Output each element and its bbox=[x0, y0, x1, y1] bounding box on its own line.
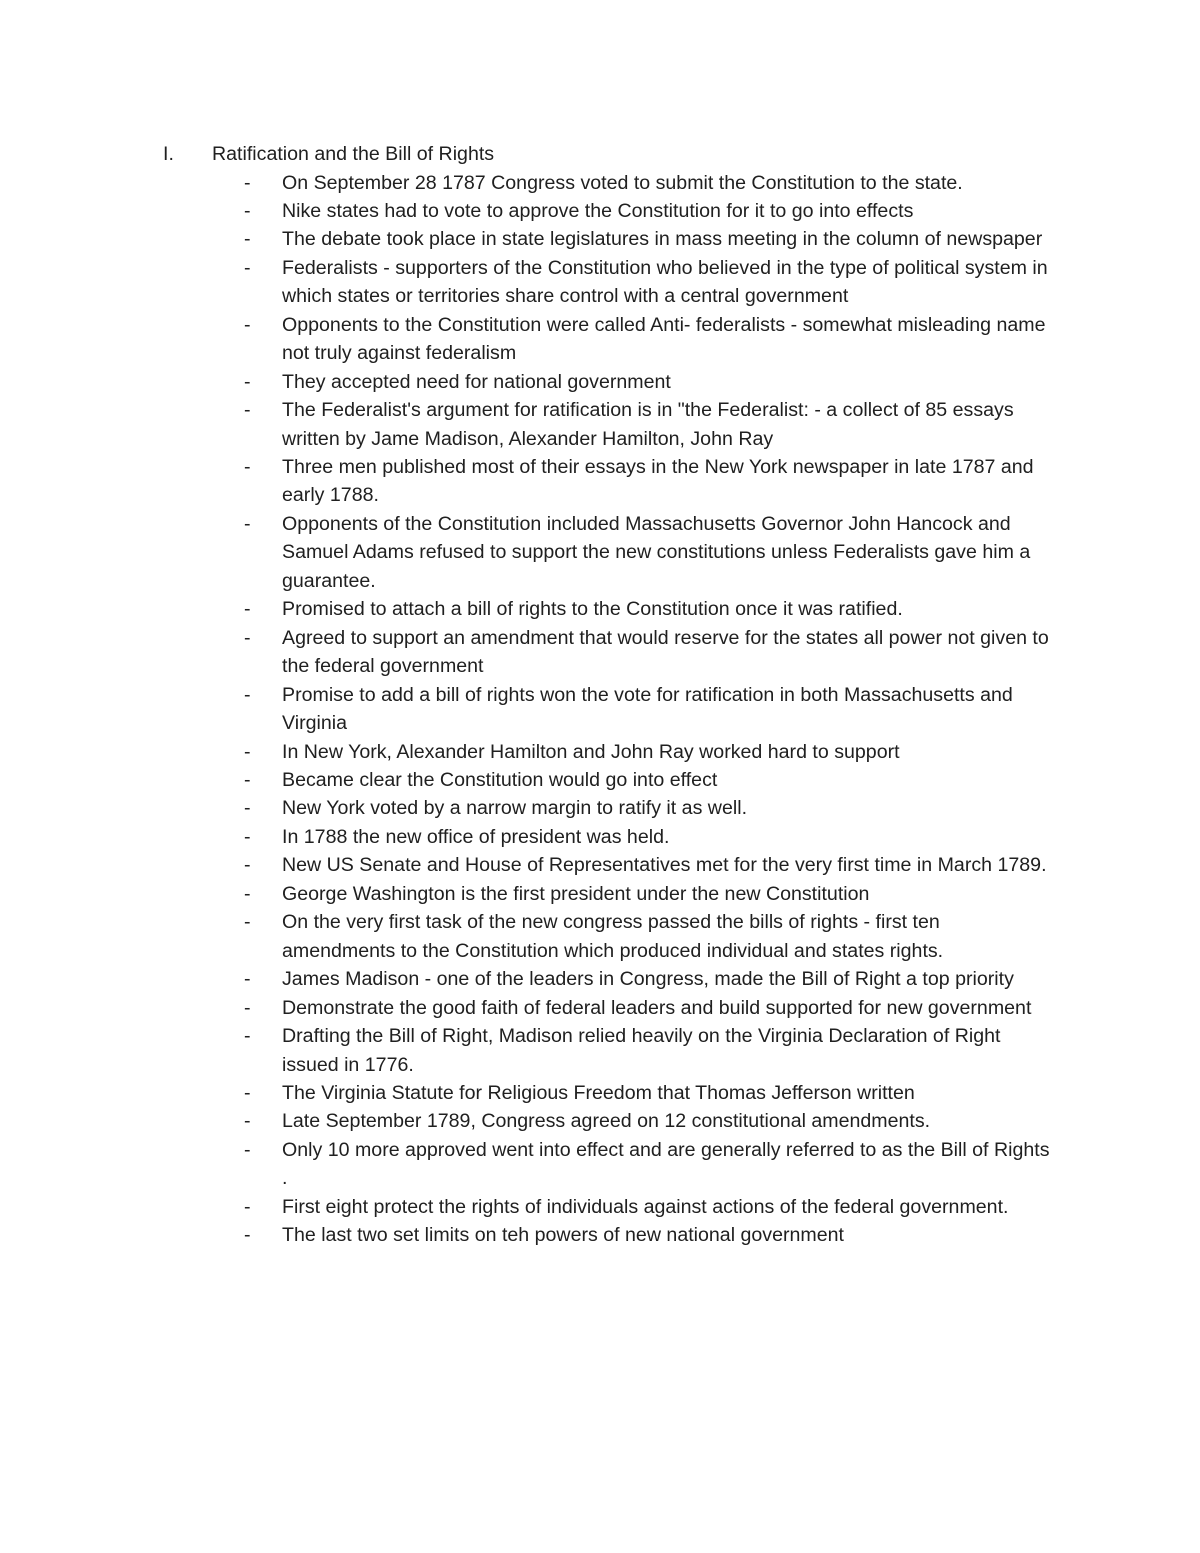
bullet-dash: - bbox=[244, 399, 251, 422]
bullet-dash: - bbox=[244, 854, 251, 877]
bullet-text: Only 10 more approved went into effect and are generally referred to as the Bill of Rights . bbox=[282, 1138, 1050, 1190]
section-number: I. bbox=[163, 143, 174, 165]
bullet-dash: - bbox=[244, 456, 251, 479]
bullet-item bbox=[244, 766, 1054, 794]
bullet-item bbox=[244, 311, 1054, 368]
bullet-text: In 1788 the new office of president was held. bbox=[282, 825, 670, 848]
bullet-item bbox=[244, 1193, 1054, 1221]
bullet-item bbox=[244, 794, 1054, 822]
bullet-text: Became clear the Constitution would go into effect bbox=[282, 769, 718, 792]
bullet-dash: - bbox=[244, 1082, 251, 1104]
bullet-item bbox=[244, 1022, 1054, 1079]
bullet-text: The Virginia Statute for Religious Freedom that Thomas Jefferson written bbox=[282, 1082, 915, 1104]
bullet-item bbox=[244, 1221, 1054, 1249]
bullet-text: The last two set limits on teh powers of new national government bbox=[282, 1224, 844, 1247]
bullet-text: On September 28 1787 Congress voted to submit the Constitution to the state. bbox=[282, 171, 963, 194]
bullet-text: Three men published most of their essays in the New York newspaper in late 1787 and early 1788. bbox=[282, 456, 1034, 507]
bullet-item bbox=[244, 453, 1054, 510]
bullet-list bbox=[244, 169, 1054, 1250]
bullet-item bbox=[244, 624, 1054, 681]
bullet-dash: - bbox=[244, 882, 251, 905]
section-title: Ratification and the Bill of Rights bbox=[212, 143, 495, 165]
bullet-item bbox=[244, 681, 1054, 738]
bullet-text: Agreed to support an amendment that would reserve for the states all power not given to the federal government bbox=[282, 626, 1049, 678]
bullet-item bbox=[244, 197, 1054, 225]
bullet-text: Opponents of the Constitution included Massachusetts Governor John Hancock and Samuel Adams refused to support the new constitutions unless Federalists gave him a guarantee. bbox=[282, 512, 1031, 592]
bullet-text: Late September 1789, Congress agreed on 12 constitutional amendments. bbox=[282, 1110, 931, 1133]
bullet-text: Promised to attach a bill of rights to the Constitution once it was ratified. bbox=[282, 598, 903, 621]
bullet-dash: - bbox=[244, 598, 251, 621]
bullet-dash: - bbox=[244, 1195, 251, 1218]
bullet-item bbox=[244, 368, 1054, 396]
bullet-item bbox=[244, 225, 1054, 253]
bullet-text: The debate took place in state legislatures in mass meeting in the column of newspaper bbox=[282, 228, 1043, 251]
bullet-dash: - bbox=[244, 740, 251, 763]
bullet-item bbox=[244, 965, 1054, 993]
bullet-dash: - bbox=[244, 996, 251, 1019]
bullet-item bbox=[244, 1136, 1054, 1193]
bullet-item bbox=[244, 908, 1054, 965]
bullet-dash: - bbox=[244, 1224, 251, 1247]
bullet-dash: - bbox=[244, 683, 251, 706]
bullet-text: In New York, Alexander Hamilton and John Ray worked hard to support bbox=[282, 740, 900, 763]
bullet-text: Demonstrate the good faith of federal leaders and build supported for new government bbox=[282, 996, 1032, 1019]
bullet-dash: - bbox=[244, 626, 251, 649]
bullet-item bbox=[244, 254, 1054, 311]
bullet-dash: - bbox=[244, 1138, 251, 1161]
bullet-dash: - bbox=[244, 797, 251, 820]
bullet-item bbox=[244, 1107, 1054, 1135]
bullet-dash: - bbox=[244, 370, 251, 393]
bullet-text: They accepted need for national government bbox=[282, 370, 671, 393]
bullet-dash: - bbox=[244, 171, 251, 194]
bullet-text: George Washington is the first president under the new Constitution bbox=[282, 882, 870, 905]
bullet-text: Opponents to the Constitution were called Anti- federalists - somewhat misleading name not truly against federalism bbox=[282, 313, 1046, 365]
bullet-dash: - bbox=[244, 199, 251, 222]
bullet-dash: - bbox=[244, 256, 251, 279]
bullet-item bbox=[244, 169, 1054, 197]
bullet-dash: - bbox=[244, 313, 251, 336]
bullet-text: Federalists - supporters of the Constitution who believed in the type of political system in which states or territories share control with a central government bbox=[282, 256, 1048, 308]
bullet-text: Nike states had to vote to approve the Constitution for it to go into effects bbox=[282, 199, 914, 222]
bullet-item bbox=[244, 396, 1054, 453]
bullet-item bbox=[244, 595, 1054, 623]
bullet-item bbox=[244, 738, 1054, 766]
bullet-text: New York voted by a narrow margin to ratify it as well. bbox=[282, 797, 748, 820]
bullet-dash: - bbox=[244, 968, 251, 991]
bullet-item bbox=[244, 823, 1054, 851]
bullet-item bbox=[244, 1079, 1054, 1107]
bullet-dash: - bbox=[244, 512, 251, 535]
bullet-dash: - bbox=[244, 228, 251, 251]
bullet-dash: - bbox=[244, 1110, 251, 1133]
bullet-item bbox=[244, 994, 1054, 1022]
bullet-dash: - bbox=[244, 911, 251, 934]
bullet-text: First eight protect the rights of individuals against actions of the federal government. bbox=[282, 1195, 1009, 1218]
bullet-text: On the very first task of the new congress passed the bills of rights - first ten amendments to the Constitution which produced individual and states rights. bbox=[282, 911, 944, 962]
bullet-dash: - bbox=[244, 825, 251, 848]
bullet-item bbox=[244, 880, 1054, 908]
bullet-text: New US Senate and House of Representatives met for the very first time in March 1789. bbox=[282, 854, 1047, 877]
bullet-text: Promise to add a bill of rights won the vote for ratification in both Massachusetts and Virginia bbox=[282, 683, 1013, 735]
bullet-item bbox=[244, 510, 1054, 595]
bullet-item bbox=[244, 851, 1054, 879]
bullet-dash: - bbox=[244, 769, 251, 792]
bullet-text: James Madison - one of the leaders in Congress, made the Bill of Right a top priority bbox=[282, 968, 1014, 991]
bullet-text: The Federalist's argument for ratification is in "the Federalist: - a collect of 85 essays written by Jame Madison, Alexander Hamilton, John Ray bbox=[282, 399, 1014, 450]
bullet-dash: - bbox=[244, 1025, 251, 1048]
bullet-text: Drafting the Bill of Right, Madison relied heavily on the Virginia Declaration of Right issued in 1776. bbox=[282, 1025, 1001, 1076]
